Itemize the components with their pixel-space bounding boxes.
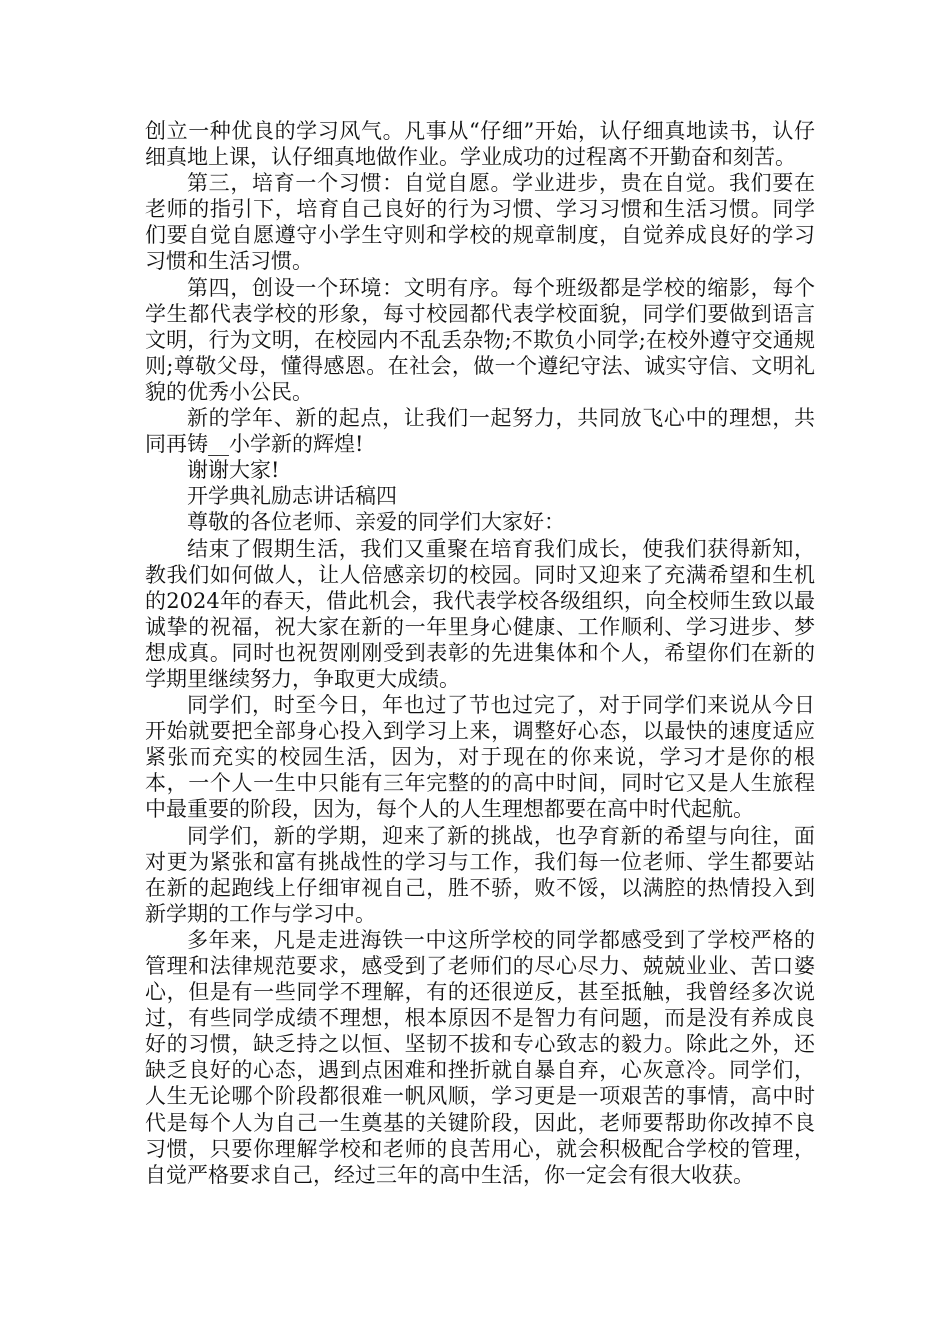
- section-title: 开学典礼励志讲话稿四: [187, 484, 397, 509]
- paragraph-4: 新的学年、新的起点，让我们一起努力，共同放飞心中的理想，共同再铸__小学新的辉煌!: [145, 406, 815, 457]
- paragraph-8: 结束了假期生活，我们又重聚在培育我们成长，使我们获得新知，教我们如何做人，让人倍感亲切的校园。同时又迎来了充满希望和生机的2024年的春天，借此机会，我代表学校各级组织，向全校师生致以最诚挚的祝福，祝大家在新的一年里身心健康、工作顺利、学习进步、梦想成真。同时也祝贺刚刚受到表彰的先进集体和个人，希望你们在新的学期里继续努力，争取更大成绩。: [145, 536, 815, 691]
- paragraph-10: 同学们，新的学期，迎来了新的挑战，也孕育新的希望与向往，面对更为紧张和富有挑战性的学习与工作，我们每一位老师、学生都要站在新的起跑线上仔细审视自己，胜不骄，败不馁，以满腔的热情投入到新学期的工作与学习中。: [145, 823, 815, 926]
- salutation: 尊敬的各位老师、亲爱的同学们大家好：: [187, 510, 565, 535]
- paragraph-3: 第四，创设一个环境：文明有序。每个班级都是学校的缩影，每个学生都代表学校的形象，每寸校园都代表学校面貌，同学们要做到语言文明，行为文明，在校园内不乱丢杂物;不欺负小同学;在校外遵守交通规则;尊敬父母，懂得感恩。在社会，做一个遵纪守法、诚实守信、文明礼貌的优秀小公民。: [145, 275, 815, 404]
- paragraph-2: 第三，培育一个习惯：自觉自愿。学业进步，贵在自觉。我们要在老师的指引下，培育自己良好的行为习惯、学习习惯和生活习惯。同学们要自觉自愿遵守小学生守则和学校的规章制度，自觉养成良好的学习习惯和生活习惯。: [145, 171, 815, 274]
- paragraph-11: 多年来，凡是走进海铁一中这所学校的同学都感受到了学校严格的管理和法律规范要求，感受到了老师们的尽心尽力、兢兢业业、苦口婆心，但是有一些同学不理解，有的还很逆反，甚至抵触，我曾经多次说过，有些同学成绩不理想，根本原因不是智力有问题，而是没有养成良好的习惯，缺乏持之以恒、坚韧不拔和专心致志的毅力。除此之外，还缺乏良好的心态，遇到点困难和挫折就自暴自弃，心灰意冷。同学们，人生无论哪个阶段都很难一帆风顺，学习更是一项艰苦的事情，高中时代是每个人为自己一生奠基的关键阶段，因此，老师要帮助你改掉不良习惯，只要你理解学校和老师的良苦用心，就会积极配合学校的管理，自觉严格要求自己，经过三年的高中生活，你一定会有很大收获。: [145, 927, 815, 1187]
- paragraph-1: 创立一种优良的学习风气。凡事从“仔细”开始，认仔细真地读书，认仔细真地上课，认仔细真地做作业。学业成功的过程离不开勤奋和刻苦。: [145, 119, 815, 170]
- paragraph-5: 谢谢大家!: [187, 458, 280, 483]
- paragraph-9: 同学们，时至今日，年也过了节也过完了，对于同学们来说从今日开始就要把全部身心投入到学习上来，调整好心态，以最快的速度适应紧张而充实的校园生活，因为，对于现在的你来说，学习才是你的根本，一个人一生中只能有三年完整的的高中时间，同时它又是人生旅程中最重要的阶段，因为，每个人的人生理想都要在高中时代起航。: [145, 693, 815, 822]
- document-body: [145, 118, 815, 1188]
